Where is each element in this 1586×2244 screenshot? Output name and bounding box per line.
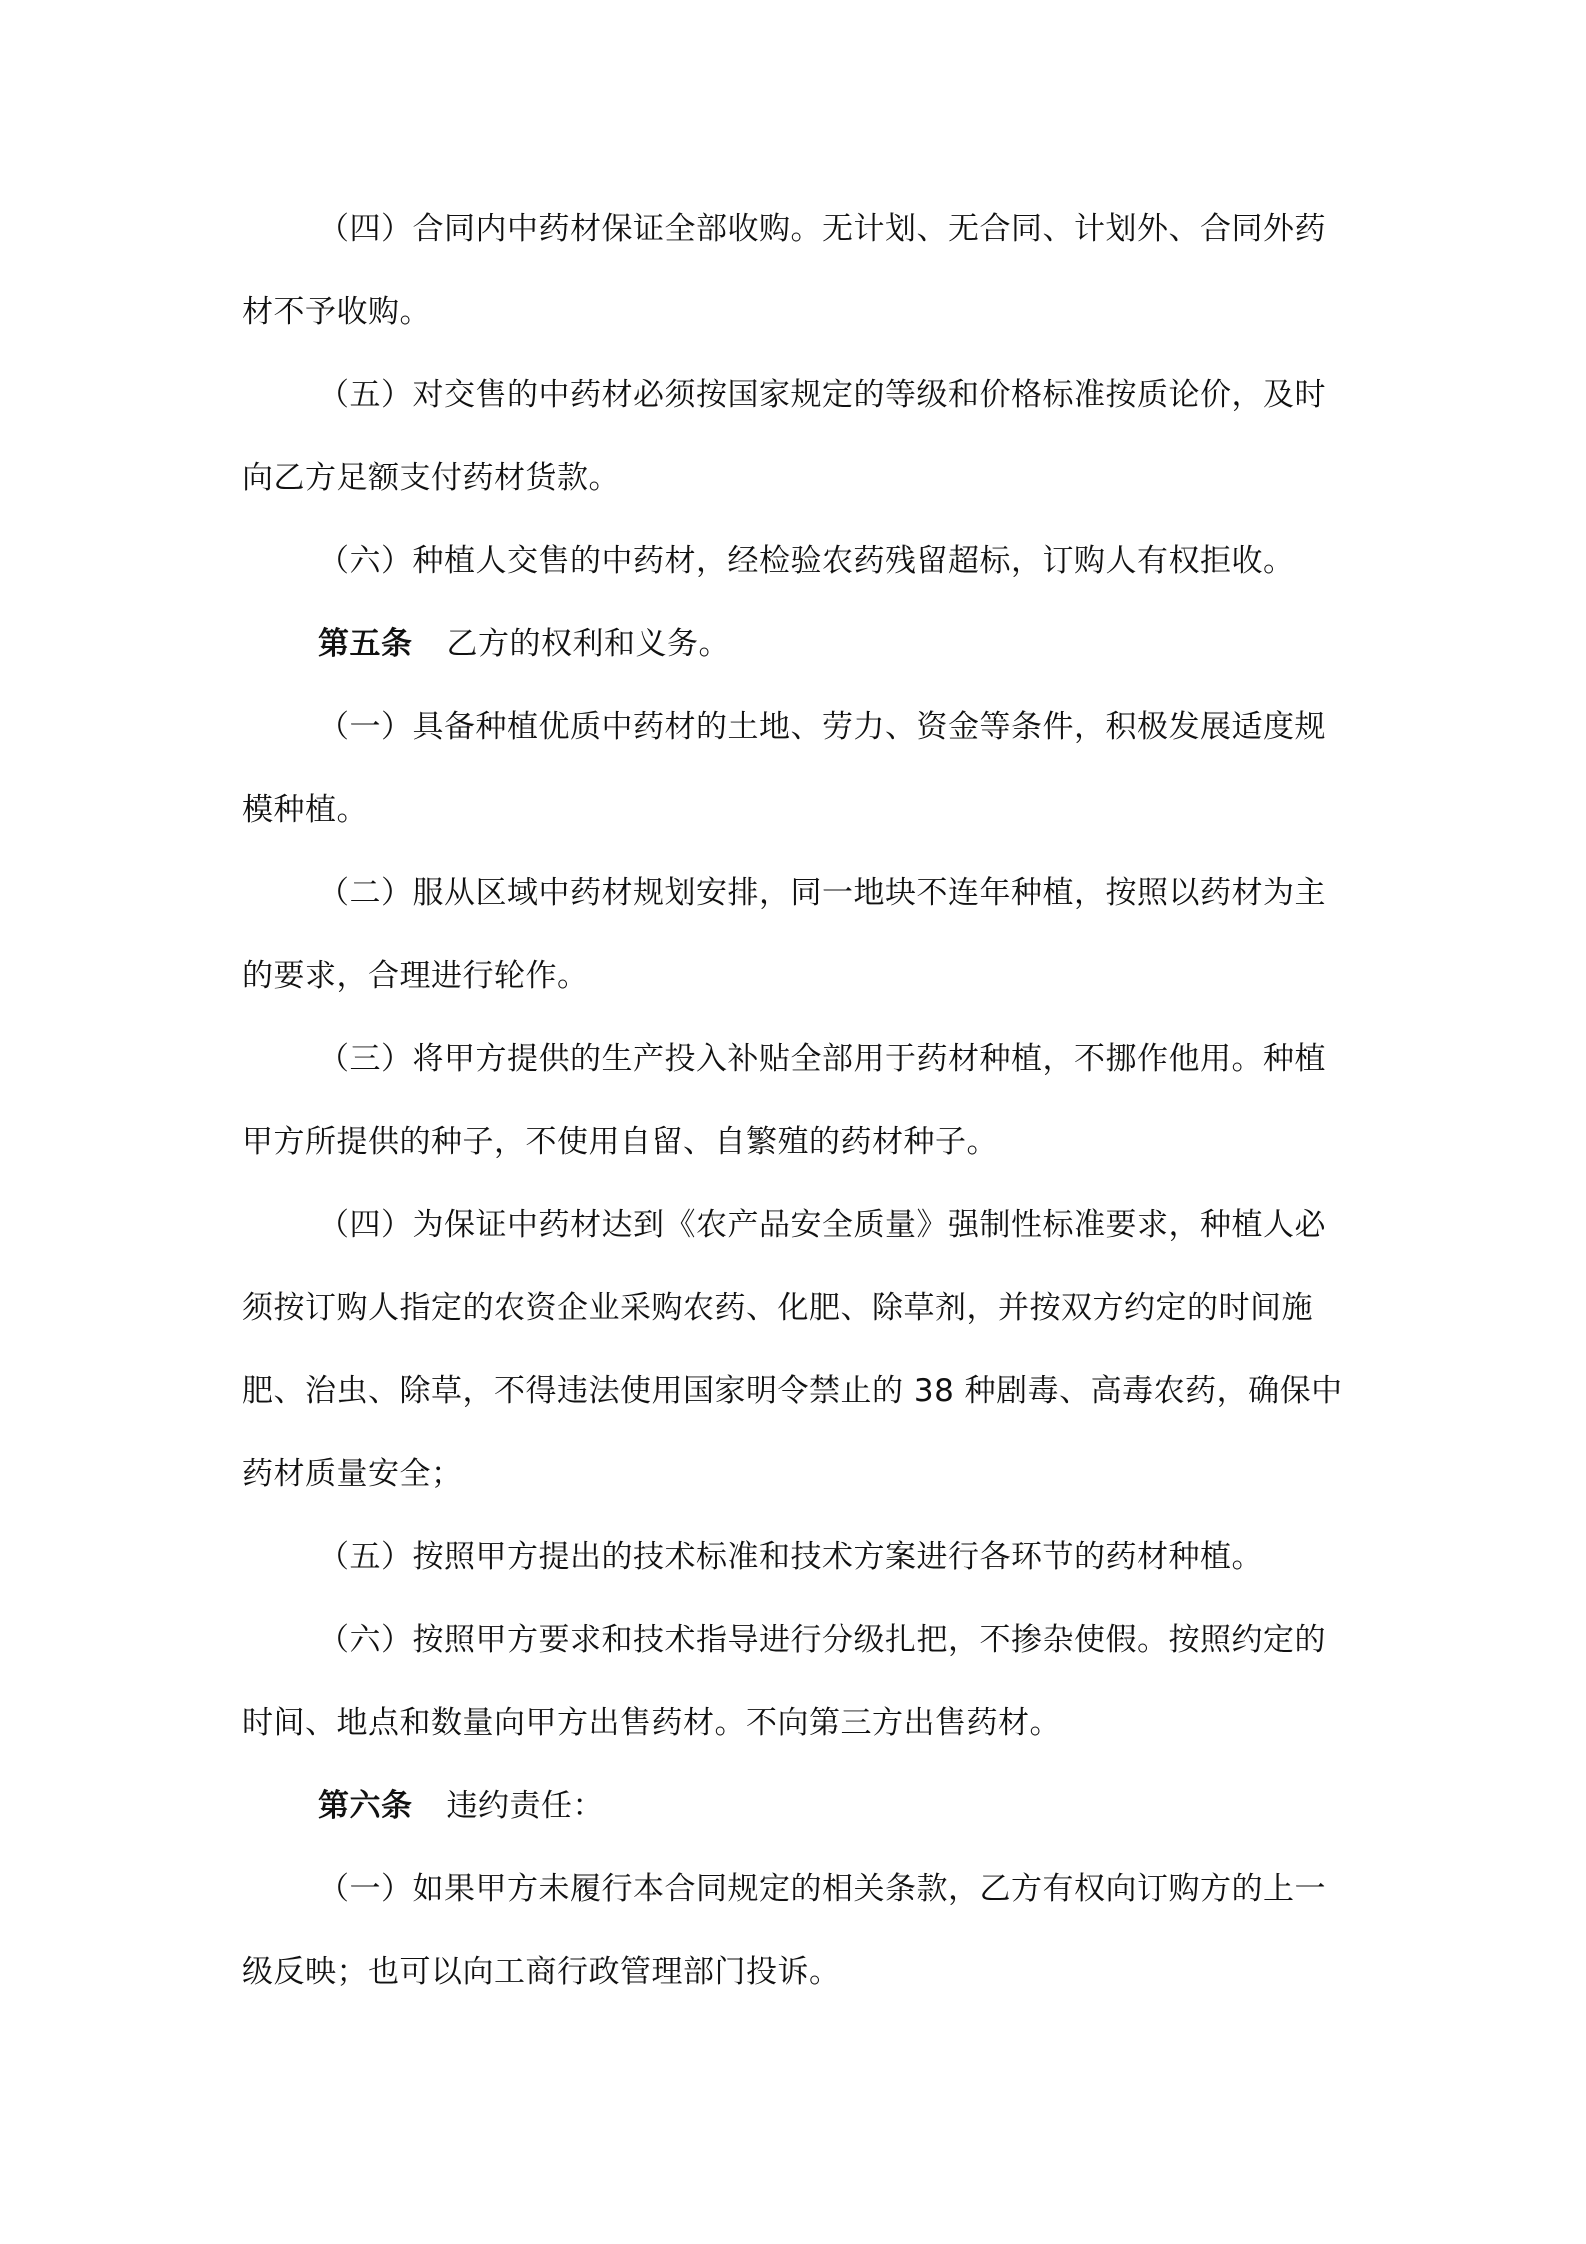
paragraph-clause-5-1: （一）具备种植优质中药材的土地、劳力、资金等条件，积极发展适度规模种植。: [242, 709, 1326, 828]
paragraph-clause-5-4: （四）为保证中药材达到《农产品安全质量》强制性标准要求，种植人必须按订购人指定的农资企业采购农药、化肥、除草剂，并按双方约定的时间施肥、治虫、除草，不得违法使用国家明令禁止的 38 种剧毒、高毒农药，确保中药材质量安全；: [242, 1207, 1343, 1492]
paragraph-clause-5-3: （三）将甲方提供的生产投入补贴全部用于药材种植，不挪作他用。种植甲方所提供的种子，不使用自留、自繁殖的药材种子。: [242, 1041, 1326, 1160]
paragraph-clause-5-2: （二）服从区域中药材规划安排，同一地块不连年种植，按照以药材为主的要求，合理进行轮作。: [242, 875, 1326, 994]
paragraph-clause-4-4: （四）合同内中药材保证全部收购。无计划、无合同、计划外、合同外药材不予收购。: [242, 211, 1326, 330]
article-6-title: 违约责任：: [446, 1788, 604, 1824]
article-6-heading: [242, 1765, 1344, 1848]
paragraph-clause-4-5: （五）对交售的中药材必须按国家规定的等级和价格标准按质论价，及时向乙方足额支付药材货款。: [242, 377, 1326, 496]
paragraph-clause-6-1: （一）如果甲方未履行本合同规定的相关条款，乙方有权向订购方的上一级反映；也可以向工商行政管理部门投诉。: [242, 1871, 1326, 1990]
paragraph-clause-4-6: （六）种植人交售的中药材，经检验农药残留超标，订购人有权拒收。: [318, 543, 1295, 579]
article-5-label: 第五条: [318, 626, 413, 662]
paragraph-clause-5-5: （五）按照甲方提出的技术标准和技术方案进行各环节的药材种植。: [318, 1539, 1263, 1575]
article-6-label: 第六条: [318, 1788, 413, 1824]
article-5-title: 乙方的权利和义务。: [446, 626, 730, 662]
paragraph-clause-5-6: （六）按照甲方要求和技术指导进行分级扎把，不掺杂使假。按照约定的时间、地点和数量向甲方出售药材。不向第三方出售药材。: [242, 1622, 1326, 1741]
article-5-heading: [242, 603, 1344, 686]
document-body: [242, 188, 1344, 2014]
